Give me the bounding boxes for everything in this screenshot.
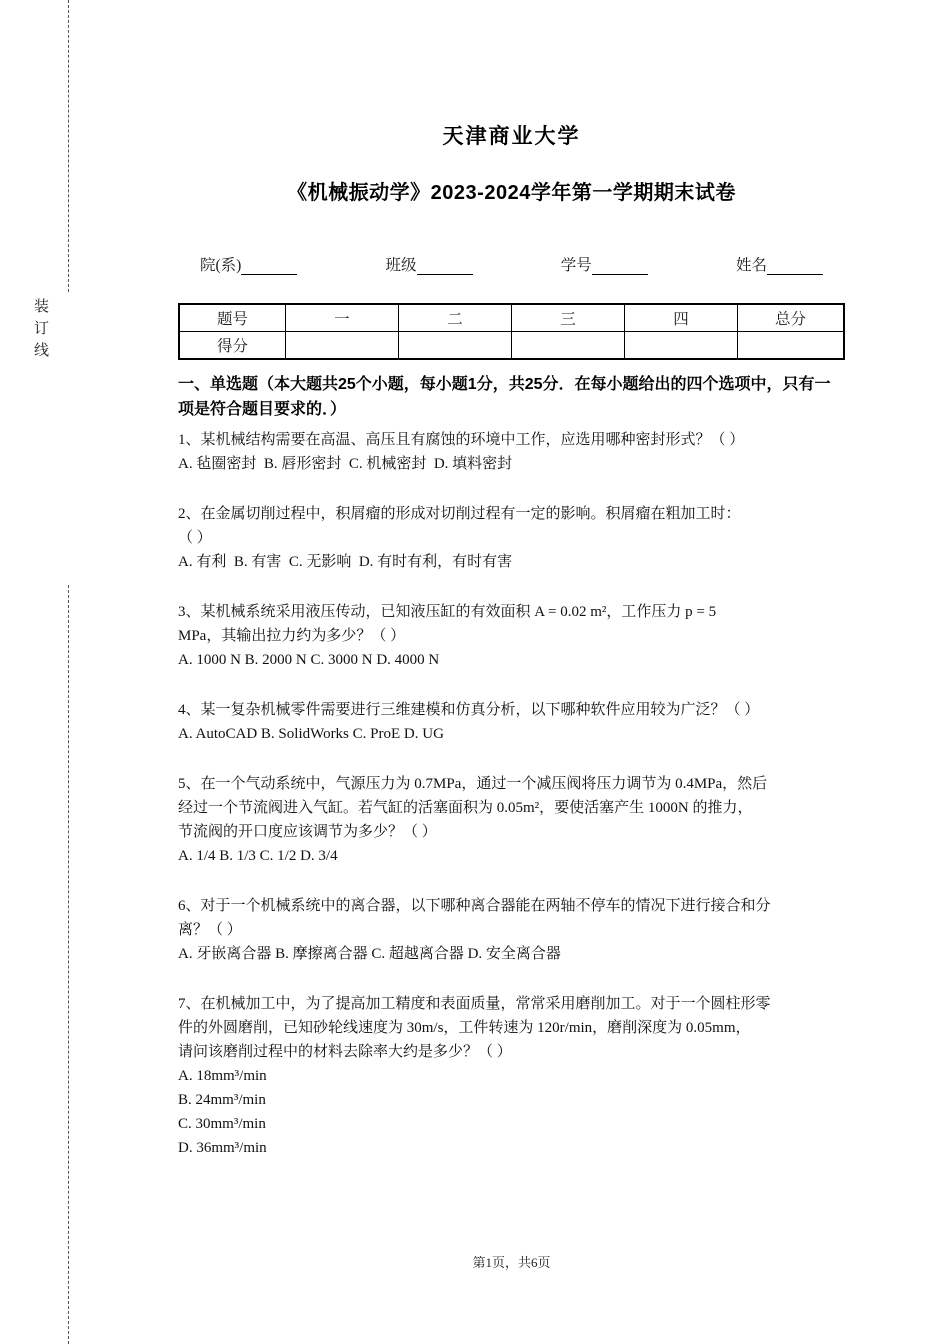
score-table-cell <box>738 332 844 360</box>
question-line: 6、对于一个机械系统中的离合器，以下哪种离合器能在两轴不停车的情况下进行接合和分 <box>178 898 771 914</box>
question-line: MPa，其输出拉力约为多少？（ ） <box>178 628 406 644</box>
exam-title: 《机械振动学》2023-2024学年第一学期期末试卷 <box>287 182 736 204</box>
question-line: 3、某机械系统采用液压传动，已知液压缸的有效面积 A = 0.02 m²，工作压力 p = 5 <box>178 604 717 620</box>
score-table-header-cell: 四 <box>625 304 738 332</box>
questions-list <box>178 428 845 1160</box>
score-table-header-cell: 题号 <box>179 304 285 332</box>
info-field <box>200 253 297 275</box>
question-line: A. 毡圈密封 B. 唇形密封 C. 机械密封 D. 填料密封 <box>178 456 513 472</box>
question-block <box>178 600 845 672</box>
info-field-blank <box>592 259 648 275</box>
question-line: 2、在金属切削过程中，积屑瘤的形成对切削过程有一定的影响。积屑瘤在粗加工时： <box>178 506 741 522</box>
info-field-label: 学号 <box>560 257 592 274</box>
question-line: A. 1000 N B. 2000 N C. 3000 N D. 4000 N <box>178 652 440 668</box>
question-line: 4、某一复杂机械零件需要进行三维建模和仿真分析，以下哪种软件应用较为广泛？（ ） <box>178 702 760 718</box>
question-line: 请问该磨削过程中的材料去除率大约是多少？（ ） <box>178 1044 512 1060</box>
question-line: A. 18mm³/min <box>178 1068 267 1084</box>
info-field-label: 院(系) <box>200 257 242 274</box>
question-line: A. AutoCAD B. SolidWorks C. ProE D. UG <box>178 726 444 742</box>
info-field <box>386 253 473 275</box>
score-table <box>178 303 845 360</box>
info-field <box>561 253 648 275</box>
score-table-cell <box>511 332 624 360</box>
score-table-header-cell: 总分 <box>738 304 844 332</box>
question-line: 经过一个节流阀进入气缸。若气缸的活塞面积为 0.05m²，要使活塞产生 1000N 的推力， <box>178 800 753 816</box>
info-field <box>736 253 823 275</box>
question-block <box>178 992 845 1160</box>
content-column <box>178 0 845 1186</box>
info-field-blank <box>417 259 473 275</box>
question-block <box>178 698 845 746</box>
binding-line-label: 装订线 <box>32 298 48 364</box>
question-block <box>178 428 845 476</box>
university-title: 天津商业大学 <box>442 125 581 148</box>
info-field-blank <box>767 259 823 275</box>
question-line: A. 有利 B. 有害 C. 无影响 D. 有时有利，有时有害 <box>178 554 513 570</box>
student-info-row <box>178 253 845 275</box>
question-block <box>178 894 845 966</box>
score-table-header-cell: 二 <box>398 304 511 332</box>
question-line: A. 1/4 B. 1/3 C. 1/2 D. 3/4 <box>178 848 338 864</box>
question-line: 7、在机械加工中，为了提高加工精度和表面质量，常常采用磨削加工。对于一个圆柱形零 <box>178 996 771 1012</box>
question-line: B. 24mm³/min <box>178 1092 266 1108</box>
score-table-cell <box>625 332 738 360</box>
score-table-cell <box>285 332 398 360</box>
question-line: D. 36mm³/min <box>178 1140 267 1156</box>
question-line: C. 30mm³/min <box>178 1116 266 1132</box>
question-line: 离？（ ） <box>178 922 242 938</box>
score-row-label: 得分 <box>179 332 285 360</box>
score-table-header-cell: 一 <box>285 304 398 332</box>
question-line: （ ） <box>178 530 212 546</box>
score-table-header-cell: 三 <box>511 304 624 332</box>
question-line: A. 牙嵌离合器 B. 摩擦离合器 C. 超越离合器 D. 安全离合器 <box>178 946 561 962</box>
question-block <box>178 772 845 868</box>
question-line: 节流阀的开口度应该调节为多少？（ ） <box>178 824 437 840</box>
info-field-label: 班级 <box>385 257 417 274</box>
info-field-label: 姓名 <box>735 257 767 274</box>
score-table-score-row <box>179 332 844 360</box>
binding-dashed-line-bottom <box>68 585 69 1344</box>
score-table-header-row <box>179 304 844 332</box>
score-table-cell <box>398 332 511 360</box>
question-block <box>178 502 845 574</box>
binding-dashed-line-top <box>68 0 69 292</box>
question-line: 件的外圆磨削，已知砂轮线速度为 30m/s，工件转速为 120r/min，磨削深度为 0.05mm， <box>178 1020 751 1036</box>
question-line: 1、某机械结构需要在高温、高压且有腐蚀的环境中工作，应选用哪种密封形式？（ ） <box>178 432 745 448</box>
info-field-blank <box>241 259 297 275</box>
page-footer: 第1页，共6页 <box>472 1255 551 1270</box>
section-heading: 一、单选题（本大题共25个小题，每小题1分，共25分．在每小题给出的四个选项中，只有一项是符合题目要求的．） <box>178 376 831 418</box>
question-line: 5、在一个气动系统中，气源压力为 0.7MPa，通过一个减压阀将压力调节为 0.4MPa，然后 <box>178 776 768 792</box>
